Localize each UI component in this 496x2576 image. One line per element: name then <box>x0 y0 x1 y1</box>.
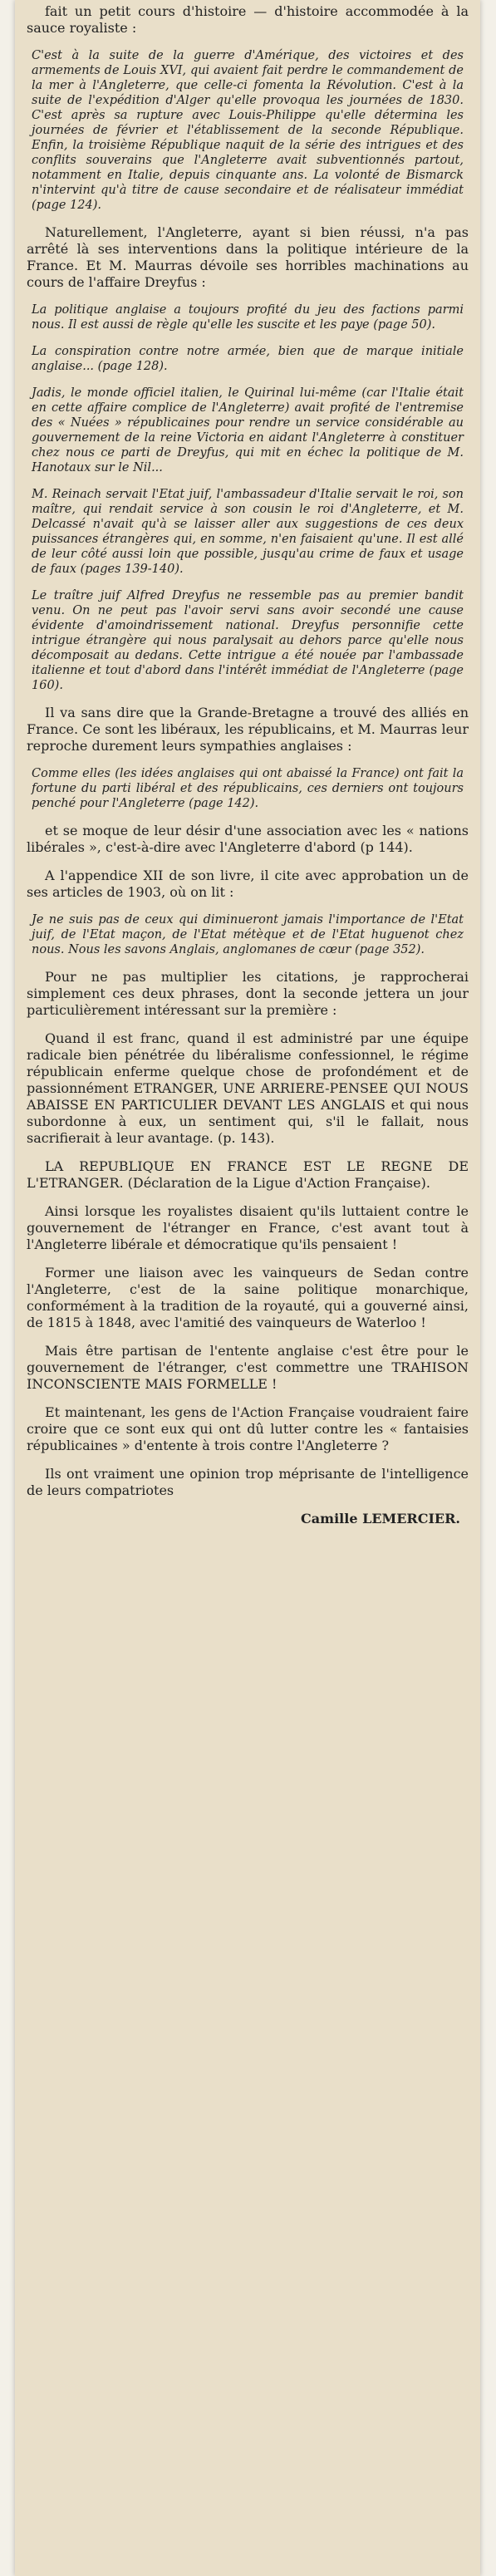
body-paragraph: fait un petit cours d'histoire — d'histoire accommodée à la sauce royaliste : <box>27 3 469 36</box>
quotation-paragraph: Je ne suis pas de ceux qui diminueront jamais l'importance de l'Etat juif, de l'Etat maçon, de l'Etat métèque et de l'Etat huguenot chez nous. Nous les savons Anglais, anglomanes de cœur (page 352). <box>32 913 464 956</box>
body-paragraph: Ils ont vraiment une opinion trop méprisante de l'intelligence de leurs compatriotes <box>27 1466 469 1498</box>
quotation-paragraph: M. Reinach servait l'Etat juif, l'ambassadeur d'Italie servait le roi, son maître, qui rendait service à son cousin le roi d'Angleterre, et M. Delcassé n'avait qu'à se laisser aller aux suggestions de ces deux puissances étrangères qui, en somme, n'en faisaient qu'une. Il est allé de leur côté aussi loin que possible, jusqu'au crime de faux et usage de faux (pages 139-140). <box>32 488 464 576</box>
author-signature: Camille LEMERCIER. <box>301 1511 460 1526</box>
body-paragraph: Il va sans dire que la Grande-Bretagne a trouvé des alliés en France. Ce sont les libéraux, les républicains, et M. Maurras leur reproche durement leurs sympathies anglaises : <box>27 705 469 754</box>
body-paragraph: Mais être partisan de l'entente anglaise c'est être pour le gouvernement de l'étranger, c'est commettre une TRAHISON INCONSCIENTE MAIS FORMELLE ! <box>27 1343 469 1392</box>
newspaper-clipping <box>15 0 480 2576</box>
quotation-paragraph: Comme elles (les idées anglaises qui ont abaissé la France) ont fait la fortune du parti libéral et des républicains, ces derniers ont toujours penché pour l'Angleterre (page 142). <box>32 767 464 810</box>
quotation-paragraph: C'est à la suite de la guerre d'Amérique, des victoires et des armements de Louis XVI, qui avaient fait perdre le commandement de la mer à l'Angleterre, que celle-ci fomenta la Révolution. C'est à la suite de l'expédition d'Alger qu'elle provoqua les journées de 1830. C'est après sa rupture avec Louis-Philippe qu'elle détermina les journées de février et l'établissement de la seconde République. Enfin, la troisième République naquit de la série des intrigues et des conflits souverains que l'Angleterre avait subventionnés partout, notamment en Italie, depuis cinquante ans. La volonté de Bismarck n'intervint qu'à titre de cause secondaire et de réalisateur immédiat (page 124). <box>32 49 464 212</box>
body-paragraph: Pour ne pas multiplier les citations, je rapprocherai simplement ces deux phrases, dont la seconde jettera un jour particulièrement intéressant sur la première : <box>27 969 469 1018</box>
body-paragraph: LA REPUBLIQUE EN FRANCE EST LE REGNE DE L'ETRANGER. (Déclaration de la Ligue d'Action Française). <box>27 1158 469 1191</box>
body-paragraph: A l'appendice XII de son livre, il cite avec approbation un de ses articles de 1903, où on lit : <box>27 868 469 900</box>
quotation-paragraph: Jadis, le monde officiel italien, le Quirinal lui-même (car l'Italie était en cette affaire complice de l'Angleterre) avait profité de l'entremise des « Nuées » républicaines pour rendre un service considérable au gouvernement de la reine Victoria en aidant l'Angleterre à constituer chez nous ce parti de Dreyfus, qui mit en échec la politique de M. Hanotaux sur le Nil... <box>32 386 464 474</box>
quotation-paragraph: Le traître juif Alfred Dreyfus ne ressemble pas au premier bandit venu. On ne peut pas l'avoir servi sans avoir secondé une cause évidente d'amoindrissement national. Dreyfus personnifie cette intrigue étrangère qui nous paralysait au dehors parce qu'elle nous décomposait au dedans. Cette intrigue a été nouée par l'ambassade italienne et tout d'abord dans l'intérêt immédiat de l'Angleterre (page 160). <box>32 589 464 692</box>
quotation-paragraph: La politique anglaise a toujours profité du jeu des factions parmi nous. Il est aussi de règle qu'elle les suscite et les paye (page 50). <box>32 303 464 332</box>
body-paragraph: Ainsi lorsque les royalistes disaient qu'ils luttaient contre le gouvernement de l'étranger en France, c'est avant tout à l'Angleterre libérale et démocratique qu'ils pensaient ! <box>27 1203 469 1252</box>
quotation-paragraph: La conspiration contre notre armée, bien que de marque initiale anglaise... (page 128). <box>32 345 464 373</box>
body-paragraph: Et maintenant, les gens de l'Action Française voudraient faire croire que ce sont eux qui ont dû lutter contre les « fantaisies républicaines » d'entente à trois contre l'Angleterre ? <box>27 1404 469 1453</box>
body-paragraph: Quand il est franc, quand il est administré par une équipe radicale bien pénétrée du libéralisme confessionnel, le régime républicain enferme quelque chose de profondément et de passionnément ETRANGER, UNE ARRIERE-PENSEE QUI NOUS ABAISSE EN PARTICULIER DEVANT LES ANGLAIS et qui nous subordonne à eux, un sentiment qui, s'il le fallait, nous sacrifierait à leur avantage. (p. 143). <box>27 1030 469 1146</box>
body-paragraph: Naturellement, l'Angleterre, ayant si bien réussi, n'a pas arrêté là ses interventions dans la politique intérieure de la France. Et M. Maurras dévoile ses horribles machinations au cours de l'affaire Dreyfus : <box>27 224 469 290</box>
body-paragraph: Former une liaison avec les vainqueurs de Sedan contre l'Angleterre, c'est de la saine politique monarchique, conformément à la tradition de la royauté, qui a gouverné ainsi, de 1815 à 1848, avec l'amitié des vainqueurs de Waterloo ! <box>27 1265 469 1330</box>
article-column <box>27 3 469 1527</box>
body-paragraph: et se moque de leur désir d'une association avec les « nations libérales », c'est-à-dire avec l'Angleterre d'abord (p 144). <box>27 823 469 855</box>
